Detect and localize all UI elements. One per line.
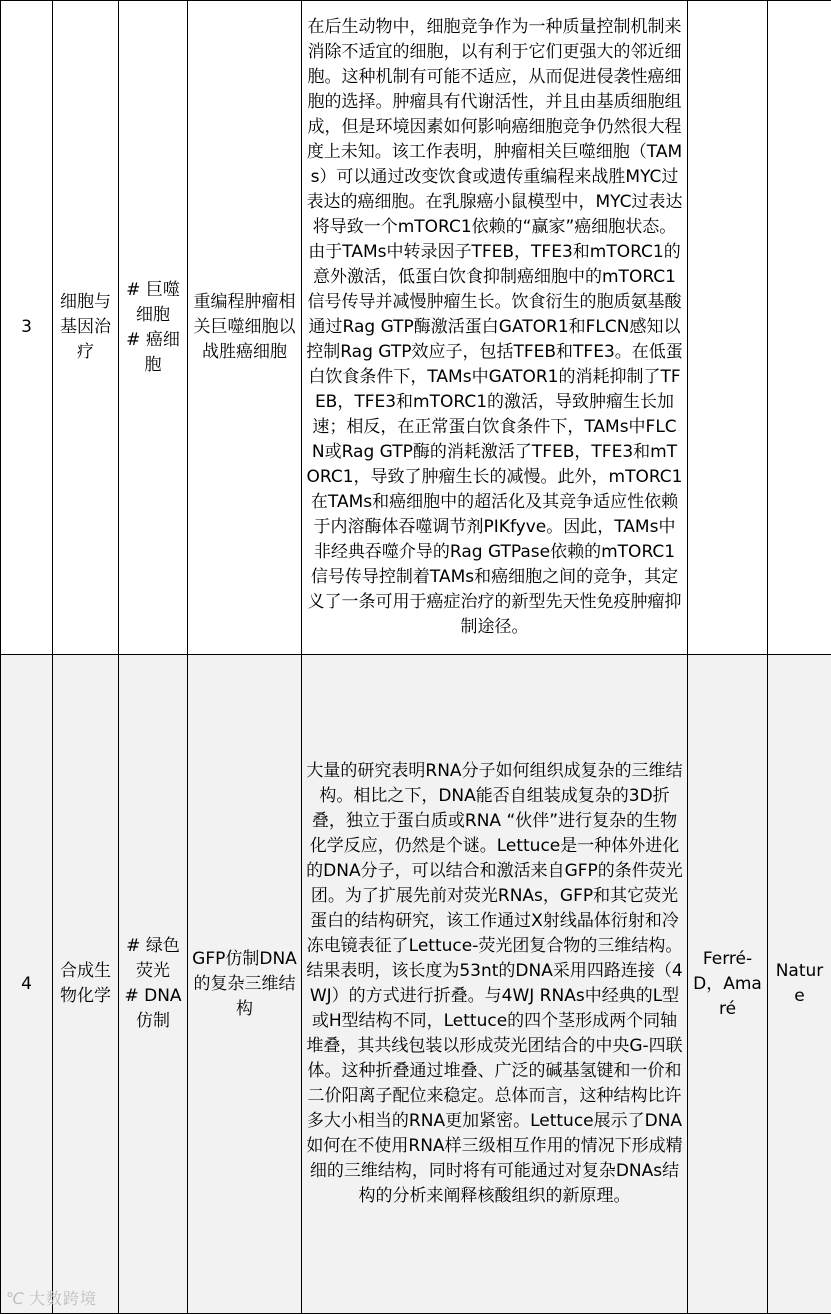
keyword-tags bbox=[119, 1, 188, 655]
row-index: 4 bbox=[1, 655, 53, 1314]
row-index: 3 bbox=[1, 1, 53, 655]
paper-journal bbox=[768, 1, 831, 655]
watermark bbox=[6, 1286, 97, 1309]
table-row bbox=[1, 655, 831, 1314]
research-field: 细胞与基因治疗 bbox=[53, 1, 119, 655]
keyword-tag: # 绿色荧光 bbox=[123, 934, 183, 984]
keyword-tag: # DNA仿制 bbox=[123, 984, 183, 1034]
watermark-logo-icon: ℃ bbox=[6, 1289, 25, 1308]
keyword-tag: # 癌细胞 bbox=[123, 328, 183, 378]
keyword-tag: # 巨噬细胞 bbox=[123, 278, 183, 328]
watermark-text: 大数跨境 bbox=[29, 1289, 97, 1308]
paper-abstract: 大量的研究表明RNA分子如何组织成复杂的三维结构。相比之下，DNA能否自组装成复杂的3D折叠，独立于蛋白质或RNA “伙伴”进行复杂的生物化学反应，仍然是个谜。Lettuce是一种体外进化的DNA分子，可以结合和激活来自GFP的条件荧光团。为了扩展先前对荧光RNAs，GFP和其它荧光蛋白的结构研究，该工作通过X射线晶体衍射和冷冻电镜表征了Lettuce-荧光团复合物的三维结构。结果表明，该长度为53nt的DNA采用四路连接（4WJ）的方式进行折叠。与4WJ RNAs中经典的L型或H型结构不同，Lettuce的四个茎形成两个同轴堆叠，其共线包装以形成荧光团结合的中央G-四联体。这种折叠通过堆叠、广泛的碱基氢键和一价和二价阳离子配位来稳定。总体而言，这种结构比许多大小相当的RNA更加紧密。Lettuce展示了DNA如何在不使用RNA样三级相互作用的情况下形成精细的三维结构，同时将有可能通过对复杂DNAs结构的分析来阐释核酸组织的新原理。 bbox=[302, 655, 688, 1314]
paper-title: 重编程肿瘤相关巨噬细胞以战胜癌细胞 bbox=[188, 1, 302, 655]
paper-authors: Ferré-D，Amaré bbox=[688, 655, 768, 1314]
paper-authors bbox=[688, 1, 768, 655]
paper-journal: Nature bbox=[768, 655, 831, 1314]
paper-abstract: 在后生动物中，细胞竞争作为一种质量控制机制来消除不适宜的细胞，以有利于它们更强大的邻近细胞。这种机制有可能不适应，从而促进侵袭性癌细胞的选择。肿瘤具有代谢活性，并且由基质细胞组成，但是环境因素如何影响癌细胞竞争仍然很大程度上未知。该工作表明，肿瘤相关巨噬细胞（TAMs）可以通过改变饮食或遗传重编程来战胜MYC过表达的癌细胞。在乳腺癌小鼠模型中，MYC过表达将导致一个mTORC1依赖的“赢家”癌细胞状态。由于TAMs中转录因子TFEB，TFE3和mTORC1的意外激活，低蛋白饮食抑制癌细胞中的mTORC1信号传导并减慢肿瘤生长。饮食衍生的胞质氨基酸通过Rag GTP酶激活蛋白GATOR1和FLCN感知以控制Rag GTP效应子，包括TFEB和TFE3。在低蛋白饮食条件下，TAMs中GATOR1的消耗抑制了TFEB，TFE3和mTORC1的激活，导致肿瘤生长加速；相反，在正常蛋白饮食条件下，TAMs中FLCN或Rag GTP酶的消耗激活了TFEB，TFE3和mTORC1，导致了肿瘤生长的减慢。此外，mTORC1在TAMs和癌细胞中的超活化及其竞争适应性依赖于内溶酶体吞噬调节剂PIKfyve。因此，TAMs中非经典吞噬介导的Rag GTPase依赖的mTORC1信号传导控制着TAMs和癌细胞之间的竞争，其定义了一条可用于癌症治疗的新型先天性免疫肿瘤抑制途径。 bbox=[302, 1, 688, 655]
keyword-tags bbox=[119, 655, 188, 1314]
paper-title: GFP仿制DNA的复杂三维结构 bbox=[188, 655, 302, 1314]
table-row bbox=[1, 1, 831, 655]
research-field: 合成生物化学 bbox=[53, 655, 119, 1314]
